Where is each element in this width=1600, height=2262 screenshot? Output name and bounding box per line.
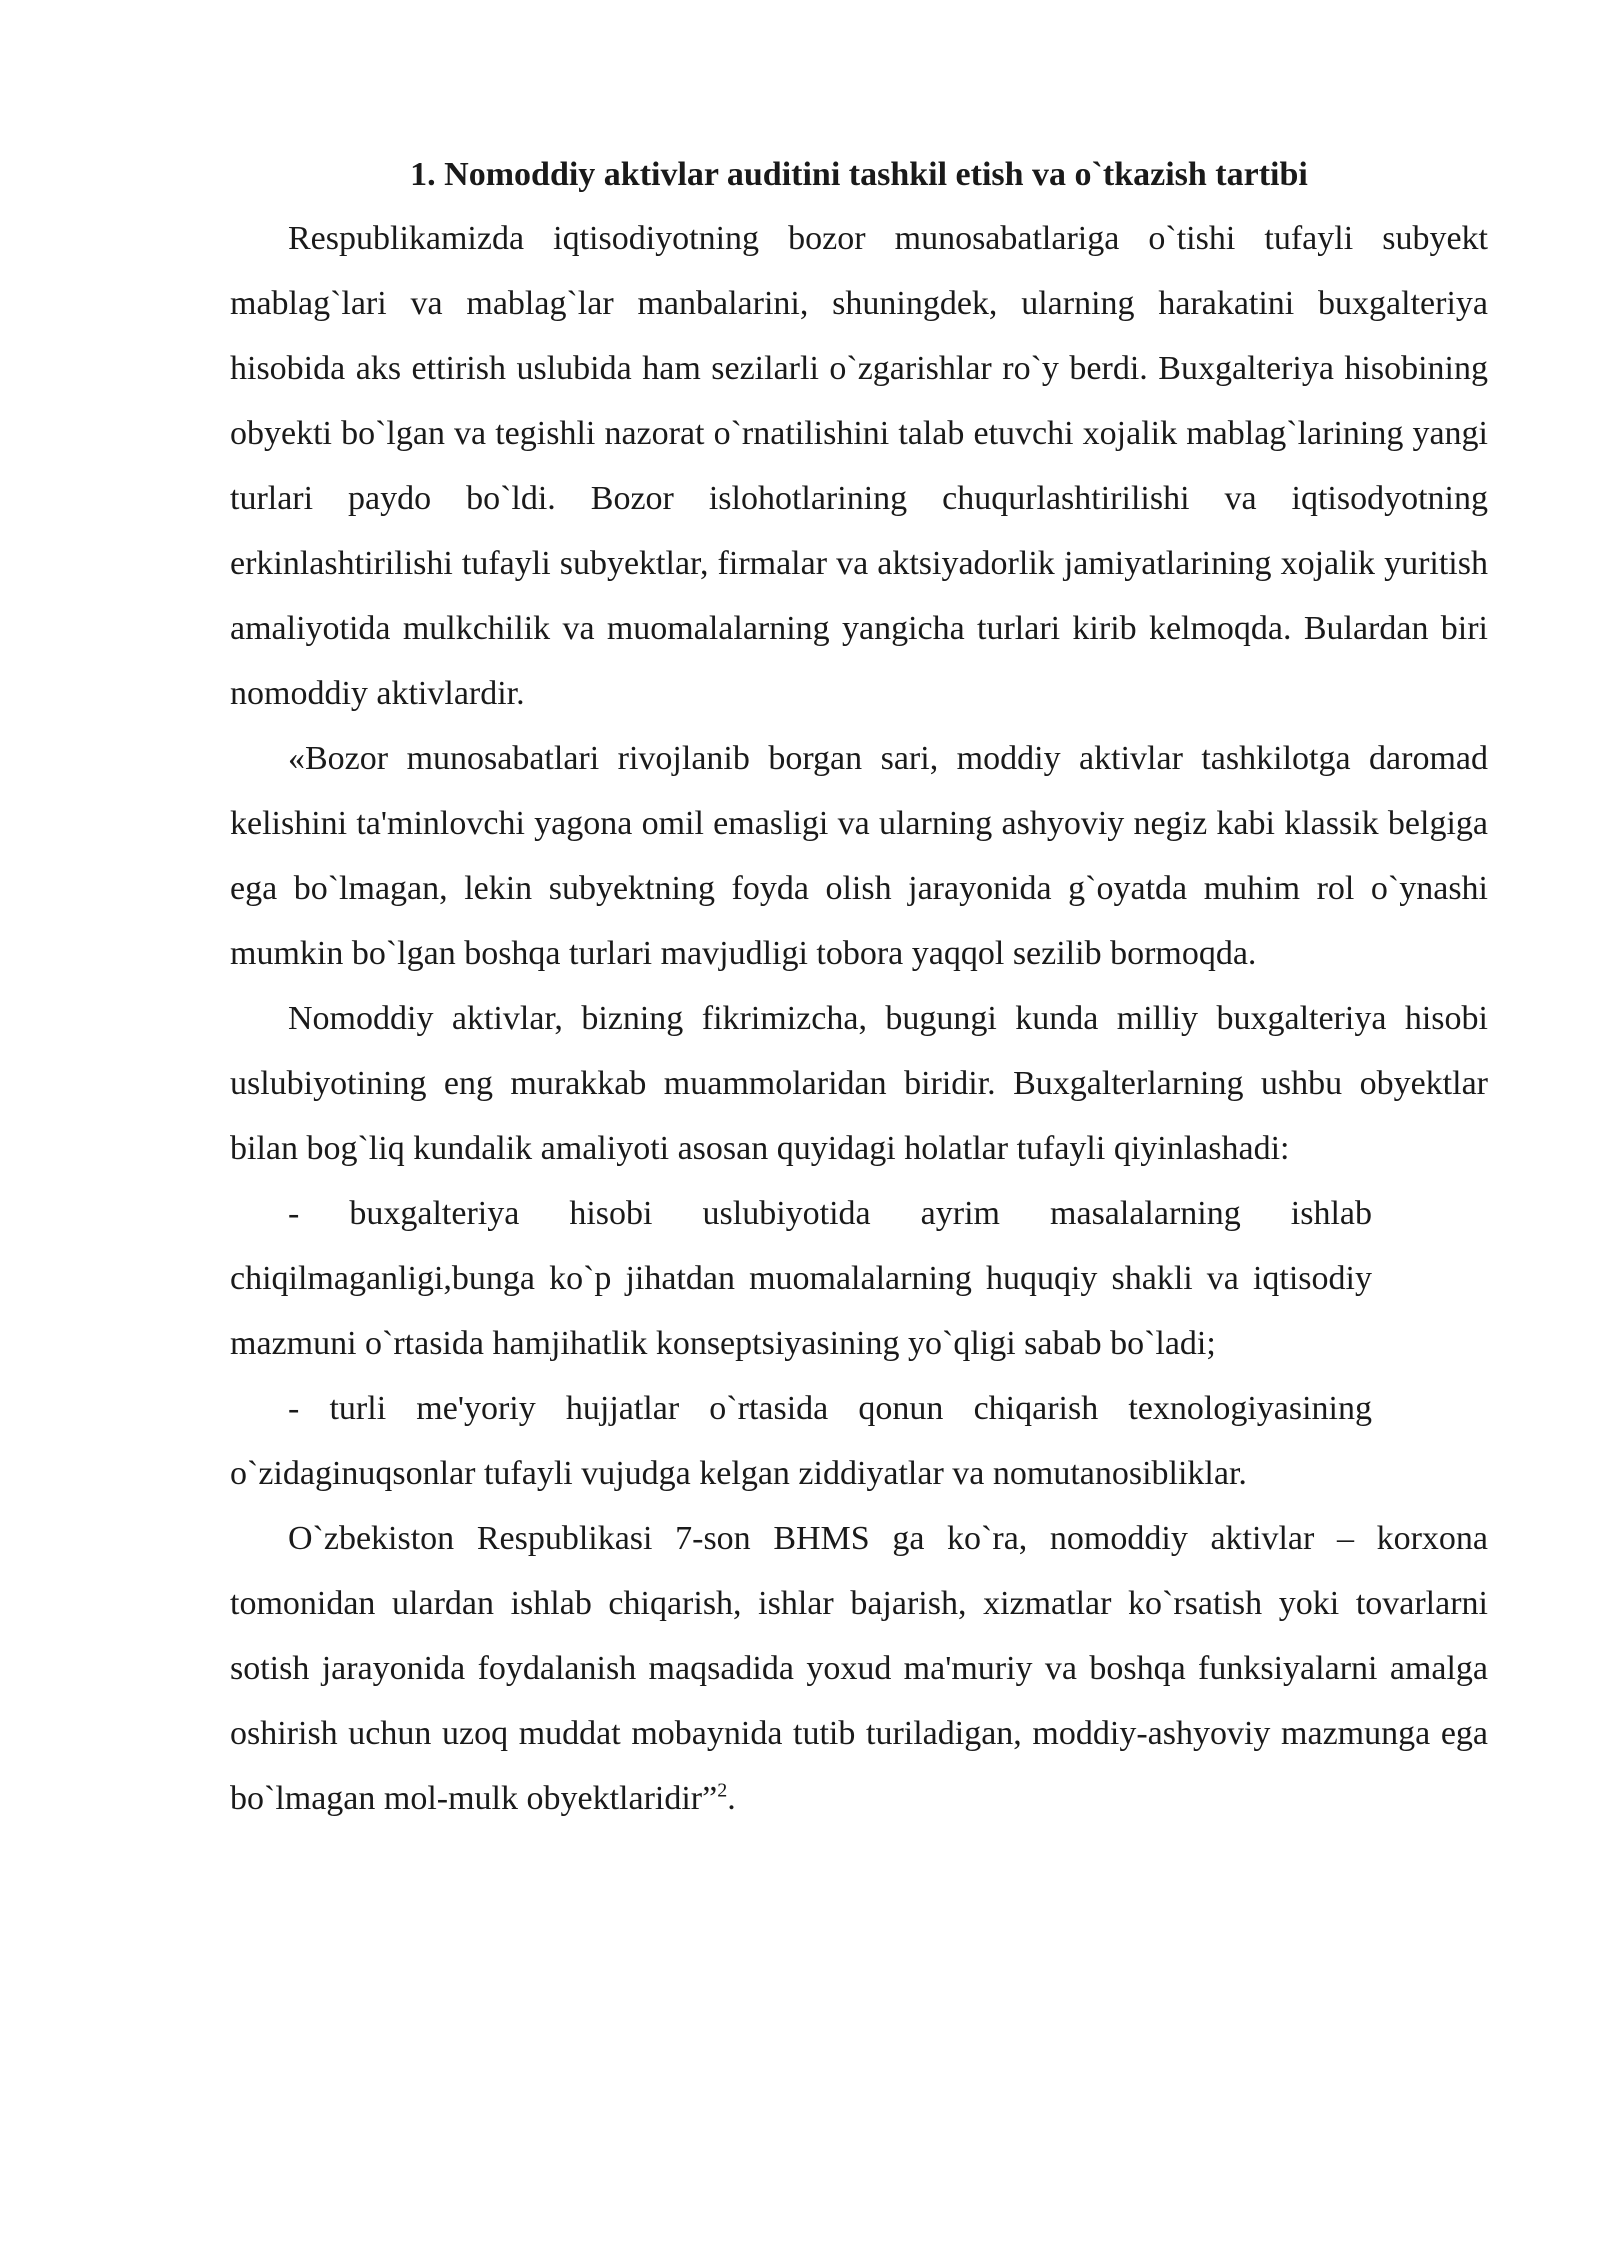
paragraph-difficulties: Nomoddiy aktivlar, bizning fikrimizcha, bugungi kunda milliy buxgalteriya hisobi uslubiyotining eng murakkab muammolaridan biridir. Buxgalterlarning ushbu obyektlar bilan bog`liq kundalik amaliyoti asosan quyidagi holatlar tufayli qiyinlashadi: (230, 1000, 1488, 1167)
list-item-methodology: - buxgalteriya hisobi uslubiyotida ayrim masalalarning ishlab chiqilmaganligi,bunga ko`p jihatdan muomalalarning huquqiy shakli va iqtisodiy mazmuni o`rtasida hamjihatlik konseptsiyasining yo`qligi sabab bo`ladi; (230, 1195, 1372, 1362)
footnote-marker: 2 (717, 1779, 728, 1802)
paragraph-intro: Respublikamizda iqtisodiyotning bozor munosabatlariga o`tishi tufayli subyekt mablag`lari va mablag`lar manbalarini, shuningdek, ularning harakatini buxgalteriya hisobida aks ettirish uslubida ham sezilarli o`zgarishlar ro`y berdi. Buxgalteriya hisobining obyekti bo`lgan va tegishli nazorat o`rnatilishini talab etuvchi xojalik mablag`larining yangi turlari paydo bo`ldi. Bozor islohotlarining chuqurlashtirilishi va iqtisodyotning erkinlashtirilishi tufayli subyektlar, firmalar va aktsiyadorlik jamiyatlarining xojalik yuritish amaliyotida mulkchilik va muomalalarning yangicha turlari kirib kelmoqda. Bulardan biri nomoddiy aktivlardir. (230, 220, 1488, 712)
list-item-contradictions: - turli me'yoriy hujjatlar o`rtasida qonun chiqarish texnologiyasining o`zidaginuqsonlar tufayli vujudga kelgan ziddiyatlar va nomutanosibliklar. (230, 1390, 1372, 1492)
definition-end-punct: . (727, 1780, 736, 1817)
document-page (230, 150, 1488, 1831)
definition-text: O`zbekiston Respublikasi 7-son BHMS ga ko`ra, nomoddiy aktivlar – korxona tomonidan ulardan ishlab chiqarish, ishlar bajarish, xizmatlar ko`rsatish yoki tovarlarni sotish jarayonida foydalanish maqsadida yoxud ma'muriy va boshqa funksiyalarni amalga oshirish uchun uzoq muddat mobaynida tutib turiladigan, moddiy-ashyoviy mazmunga ega bo`lmagan mol-mulk obyektlaridir” (230, 1520, 1488, 1817)
section-heading: 1. Nomoddiy aktivlar auditini tashkil etish va o`tkazish tartibi (410, 156, 1308, 193)
paragraph-definition (230, 1506, 1488, 1831)
paragraph-quote: «Bozor munosabatlari rivojlanib borgan sari, moddiy aktivlar tashkilotga daromad kelishini ta'minlovchi yagona omil emasligi va ularning ashyoviy negiz kabi klassik belgiga ega bo`lmagan, lekin subyektning foyda olish jarayonida g`oyatda muhim rol o`ynashi mumkin bo`lgan boshqa turlari mavjudligi tobora yaqqol sezilib bormoqda. (230, 740, 1488, 972)
